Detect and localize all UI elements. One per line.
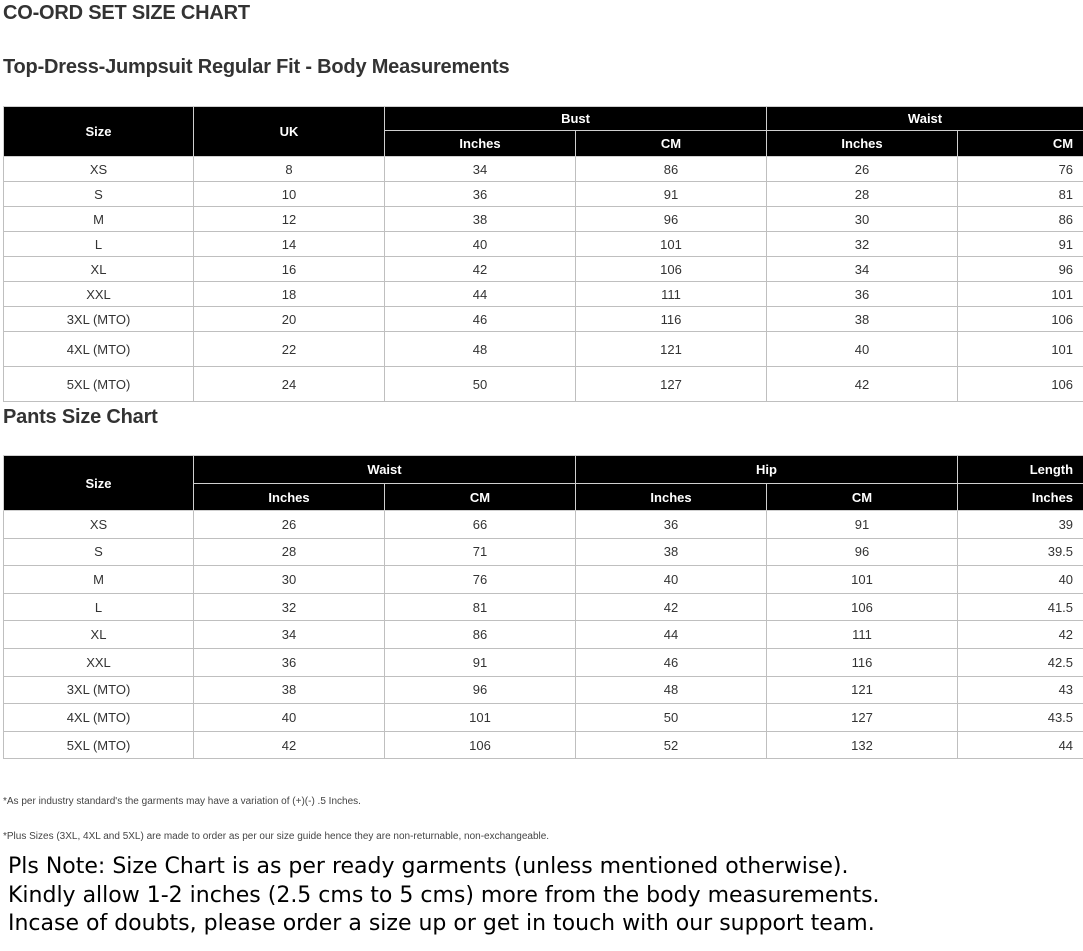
table-cell: 38: [576, 538, 767, 566]
table-cell: 14: [194, 232, 385, 257]
table-cell: 111: [576, 282, 767, 307]
table-cell: 10: [194, 182, 385, 207]
table-cell: 91: [958, 232, 1083, 257]
table-cell: 96: [576, 207, 767, 232]
table-cell: 34: [767, 257, 958, 282]
table-cell: 42: [576, 593, 767, 621]
table-cell: 116: [576, 307, 767, 332]
table-cell: 4XL (MTO): [4, 332, 194, 367]
table-cell: XS: [4, 157, 194, 182]
table-row: [4, 621, 1083, 649]
table-cell: 32: [767, 232, 958, 257]
table-cell: 4XL (MTO): [4, 704, 194, 732]
table-cell: 106: [767, 593, 958, 621]
table-cell: 40: [958, 566, 1083, 594]
plus-sizes-note: *Plus Sizes (3XL, 4XL and 5XL) are made to order as per our size guide hence they are non-returnable, non-exchangeable.: [3, 831, 550, 842]
table-cell: 86: [385, 621, 576, 649]
table-cell: 96: [767, 538, 958, 566]
table-cell: 44: [385, 282, 576, 307]
table-cell: 121: [767, 676, 958, 704]
table-cell: 42: [194, 731, 385, 759]
table-cell: 101: [576, 232, 767, 257]
table-cell: 101: [385, 704, 576, 732]
table-row: [4, 731, 1083, 759]
table-cell: 18: [194, 282, 385, 307]
variation-note: *As per industry standard's the garments may have a variation of (+)(-) .5 Inches.: [3, 796, 361, 807]
table-row: [4, 257, 1083, 282]
table-cell: 42: [385, 257, 576, 282]
table-cell: 101: [767, 566, 958, 594]
table-cell: 26: [767, 157, 958, 182]
table-cell: 46: [576, 648, 767, 676]
table-cell: 42: [958, 621, 1083, 649]
table-cell: 48: [576, 676, 767, 704]
size-chart-note: Pls Note: Size Chart is as per ready garments (unless mentioned otherwise).: [8, 854, 849, 879]
table-cell: 111: [767, 621, 958, 649]
table-cell: 39.5: [958, 538, 1083, 566]
table-cell: 106: [958, 307, 1083, 332]
table-row: [4, 332, 1083, 367]
header-waist-cm: CM: [385, 484, 576, 511]
table-cell: 121: [576, 332, 767, 367]
table-cell: 24: [194, 367, 385, 402]
table-cell: 86: [958, 207, 1083, 232]
table-cell: 38: [385, 207, 576, 232]
table-cell: 76: [385, 566, 576, 594]
table-cell: 50: [385, 367, 576, 402]
table-row: [4, 511, 1083, 539]
table-row: [4, 157, 1083, 182]
pants-size-table: [3, 455, 1083, 759]
top-section-title: Top-Dress-Jumpsuit Regular Fit - Body Measurements: [3, 56, 510, 78]
table-cell: 46: [385, 307, 576, 332]
table-cell: L: [4, 593, 194, 621]
table-cell: 30: [194, 566, 385, 594]
support-note: Incase of doubts, please order a size up or get in touch with our support team.: [8, 911, 875, 936]
table-cell: 76: [958, 157, 1083, 182]
pants-section-title: Pants Size Chart: [3, 406, 158, 428]
table-cell: 3XL (MTO): [4, 307, 194, 332]
table-cell: 86: [576, 157, 767, 182]
header-bust: Bust: [385, 107, 767, 131]
table-cell: 81: [958, 182, 1083, 207]
header-hip-cm: CM: [767, 484, 958, 511]
table-row: [4, 648, 1083, 676]
table-cell: 42.5: [958, 648, 1083, 676]
table-cell: 91: [767, 511, 958, 539]
table-cell: 106: [385, 731, 576, 759]
table-cell: XL: [4, 257, 194, 282]
table-cell: 12: [194, 207, 385, 232]
table-cell: S: [4, 538, 194, 566]
table-cell: 34: [385, 157, 576, 182]
table-cell: 44: [576, 621, 767, 649]
table-cell: 32: [194, 593, 385, 621]
table-cell: 127: [576, 367, 767, 402]
table-cell: L: [4, 232, 194, 257]
table-cell: 20: [194, 307, 385, 332]
table-cell: 43.5: [958, 704, 1083, 732]
table-cell: 40: [194, 704, 385, 732]
table-cell: S: [4, 182, 194, 207]
table-row: [4, 282, 1083, 307]
header-waist: Waist: [767, 107, 1083, 131]
table-cell: 43: [958, 676, 1083, 704]
top-size-table: [3, 106, 1083, 402]
table-cell: 5XL (MTO): [4, 367, 194, 402]
table-cell: 52: [576, 731, 767, 759]
table-cell: 96: [958, 257, 1083, 282]
table-cell: 36: [576, 511, 767, 539]
table-row: [4, 566, 1083, 594]
table-cell: 36: [385, 182, 576, 207]
header-length: Length: [958, 456, 1083, 484]
header-hip: Hip: [576, 456, 958, 484]
table-cell: 26: [194, 511, 385, 539]
header-length-inches: Inches: [958, 484, 1083, 511]
table-cell: 81: [385, 593, 576, 621]
table-cell: 28: [767, 182, 958, 207]
header-bust-cm: CM: [576, 131, 767, 157]
table-cell: 36: [194, 648, 385, 676]
header-waist-cm: CM: [958, 131, 1083, 157]
table-cell: 132: [767, 731, 958, 759]
table-row: [4, 232, 1083, 257]
table-cell: 96: [385, 676, 576, 704]
header-hip-inches: Inches: [576, 484, 767, 511]
header-waist-inches: Inches: [194, 484, 385, 511]
table-cell: 5XL (MTO): [4, 731, 194, 759]
table-cell: 38: [194, 676, 385, 704]
table-cell: 28: [194, 538, 385, 566]
header-bust-inches: Inches: [385, 131, 576, 157]
table-cell: 101: [958, 282, 1083, 307]
table-cell: 71: [385, 538, 576, 566]
table-cell: 127: [767, 704, 958, 732]
table-row: [4, 307, 1083, 332]
table-cell: 116: [767, 648, 958, 676]
table-row: [4, 593, 1083, 621]
table-row: [4, 207, 1083, 232]
table-cell: 50: [576, 704, 767, 732]
table-row: [4, 704, 1083, 732]
table-cell: XS: [4, 511, 194, 539]
header-size: Size: [4, 107, 194, 157]
table-cell: 91: [385, 648, 576, 676]
header-waist: Waist: [194, 456, 576, 484]
table-cell: 22: [194, 332, 385, 367]
header-size: Size: [4, 456, 194, 511]
table-cell: XXL: [4, 648, 194, 676]
table-cell: 34: [194, 621, 385, 649]
table-cell: 40: [576, 566, 767, 594]
table-row: [4, 367, 1083, 402]
table-cell: XXL: [4, 282, 194, 307]
header-waist-inches: Inches: [767, 131, 958, 157]
table-cell: 3XL (MTO): [4, 676, 194, 704]
table-cell: 101: [958, 332, 1083, 367]
table-cell: 91: [576, 182, 767, 207]
table-row: [4, 182, 1083, 207]
allowance-note: Kindly allow 1-2 inches (2.5 cms to 5 cms) more from the body measurements.: [8, 883, 880, 908]
table-cell: 38: [767, 307, 958, 332]
table-row: [4, 538, 1083, 566]
table-cell: XL: [4, 621, 194, 649]
table-cell: 30: [767, 207, 958, 232]
table-cell: M: [4, 207, 194, 232]
table-cell: 39: [958, 511, 1083, 539]
header-uk: UK: [194, 107, 385, 157]
table-cell: 44: [958, 731, 1083, 759]
table-cell: 42: [767, 367, 958, 402]
table-cell: M: [4, 566, 194, 594]
table-cell: 66: [385, 511, 576, 539]
page-title: CO-ORD SET SIZE CHART: [3, 2, 250, 24]
table-cell: 106: [576, 257, 767, 282]
table-row: [4, 676, 1083, 704]
table-cell: 41.5: [958, 593, 1083, 621]
table-cell: 40: [767, 332, 958, 367]
table-cell: 40: [385, 232, 576, 257]
table-cell: 106: [958, 367, 1083, 402]
table-cell: 8: [194, 157, 385, 182]
table-cell: 16: [194, 257, 385, 282]
table-cell: 48: [385, 332, 576, 367]
table-cell: 36: [767, 282, 958, 307]
